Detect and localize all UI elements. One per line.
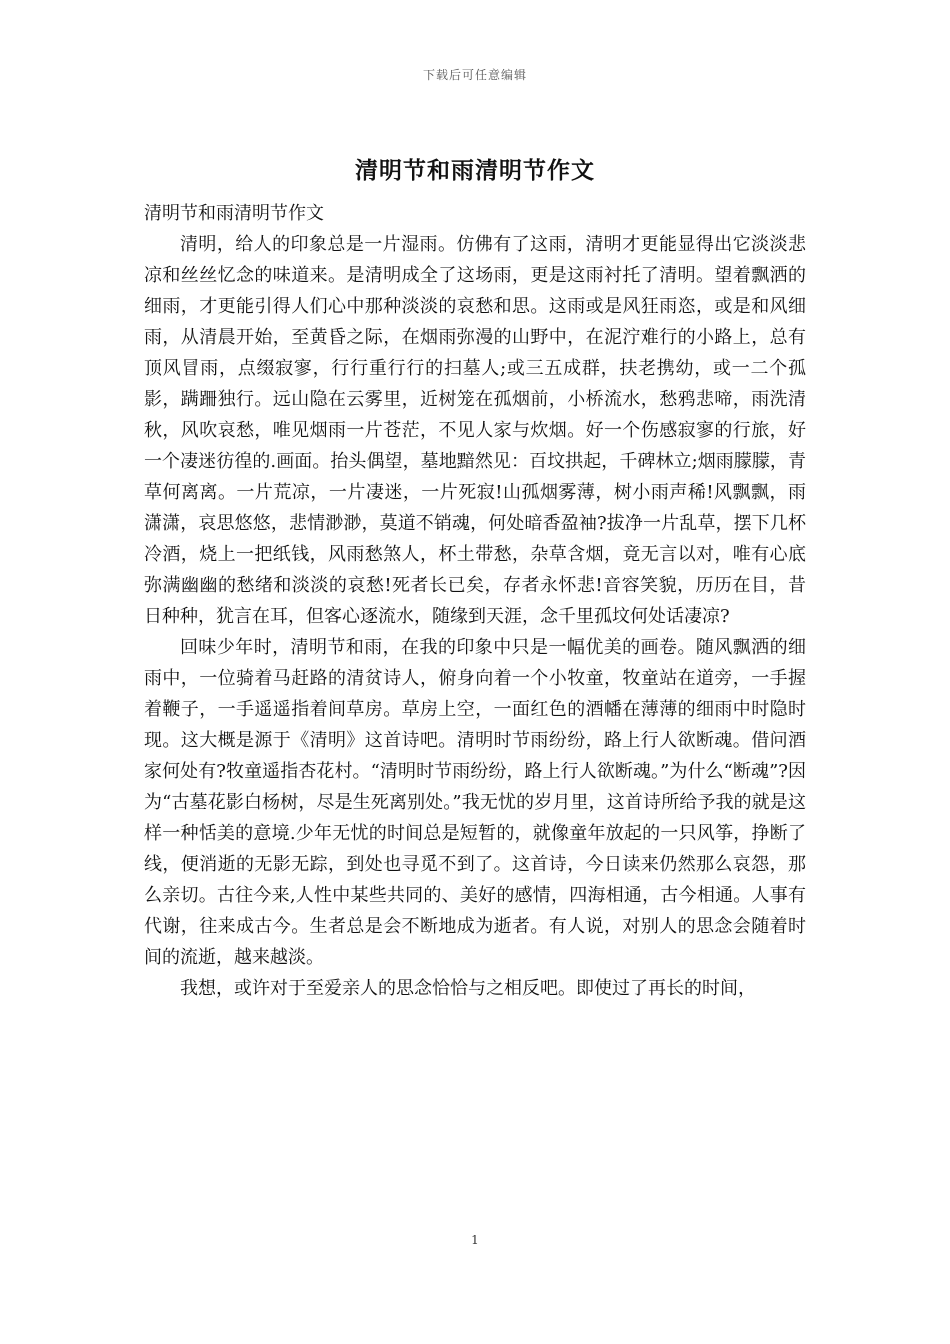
paragraph-1: 清明，给人的印象总是一片湿雨。仿佛有了这雨，清明才更能显得出它淡淡悲凉和丝丝忆念的味道来。是清明成全了这场雨，更是这雨衬托了清明。望着飘洒的细雨，才更能引得人们心中那种淡淡的哀愁和思。这雨或是风狂雨恣，或是和风细雨，从清晨开始，至黄昏之际，在烟雨弥漫的山野中，在泥泞难行的小路上，总有顶风冒雨，点缀寂寥，行行重行行的扫墓人;或三五成群，扶老携幼，或一二个孤影，蹒跚独行。远山隐在云雾里，近树笼在孤烟前，小桥流水，愁鸦悲啼，雨洗清秋，风吹哀愁，唯见烟雨一片苍茫，不见人家与炊烟。好一个伤感寂寥的行旅，好一个凄迷彷徨的.画面。抬头偶望，墓地黯然见：百坟拱起，千碑林立;烟雨朦朦，青草何离离。一片荒凉，一片凄迷，一片死寂!山孤烟雾薄，树小雨声稀!风飘飘，雨潇潇，哀思悠悠，悲情渺渺，莫道不销魂，何处暗香盈袖?拔净一片乱草，摆下几杯冷酒，烧上一把纸钱，风雨愁煞人，杯土带愁，杂草含烟，竟无言以对，唯有心底弥满幽幽的愁绪和淡淡的哀愁!死者长已矣，存者永怀悲!音容笑貌，历历在目，昔日种种，犹言在耳，但客心逐流水，随缘到天涯，念千里孤坟何处话凄凉?	[144, 234, 806, 627]
document-subtitle: 清明节和雨清明节作文	[144, 203, 324, 224]
page-number: 1	[471, 1233, 479, 1247]
paragraph-2: 回味少年时，清明节和雨，在我的印象中只是一幅优美的画卷。随风飘洒的细雨中，一位骑着马赶路的清贫诗人，俯身向着一个小牧童，牧童站在道旁，一手握着鞭子，一手遥遥指着间草房。草房上空，一面红色的酒幡在薄薄的细雨中时隐时现。这大概是源于《清明》这首诗吧。清明时节雨纷纷，路上行人欲断魂。借问酒家何处有?牧童遥指杏花村。“清明时节雨纷纷，路上行人欲断魂。”为什么“断魂”?因为“古墓花影白杨树，尽是生死离别处。”我无忧的岁月里，这首诗所给予我的就是这样一种恬美的意境.少年无忧的时间总是短暂的，就像童年放起的一只风筝，挣断了线，便消逝的无影无踪，到处也寻觅不到了。这首诗，今日读来仍然那么哀怨，那么亲切。古往今来,人性中某些共同的、美好的感情，四海相通，古今相通。人事有代谢，往来成古今。生者总是会不断地成为逝者。有人说，对别人的思念会随着时间的流逝，越来越淡。	[144, 637, 806, 968]
document-title: 清明节和雨清明节作文	[355, 157, 595, 184]
document-body	[144, 198, 806, 1004]
page-header-note: 下载后可任意编辑	[422, 68, 527, 82]
paragraph-3: 我想，或许对于至爱亲人的思念恰恰与之相反吧。即使过了再长的时间，	[180, 978, 756, 999]
